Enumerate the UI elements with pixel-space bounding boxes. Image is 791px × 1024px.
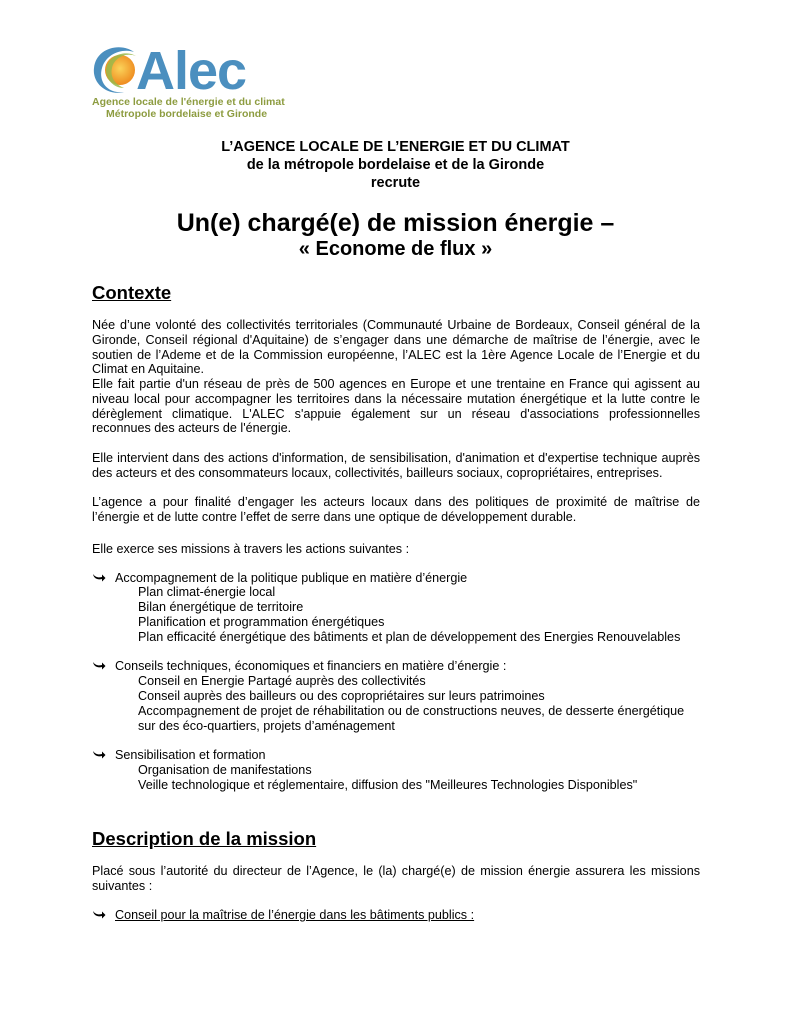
logo-wordmark: Alec [136, 41, 247, 101]
job-title: Un(e) chargé(e) de mission énergie – [176, 209, 615, 237]
list-item: Plan climat-énergie local [138, 585, 276, 599]
arrow-bullet-icon [92, 908, 106, 924]
section-heading-contexte: Contexte [92, 282, 172, 303]
job-subtitle: « Econome de flux » [298, 238, 493, 260]
list-item: Conseil auprès des bailleurs ou des copropriétaires sur leurs patrimoines [138, 689, 545, 703]
paragraph-3: Elle intervient dans des actions d'information, de sensibilisation, d'animation et d'expertise technique auprès des acteurs et des consommateurs locaux, collectivités, bailleurs sociaux, copropriétaires, entreprises. [92, 451, 700, 480]
header-line-3: recrute [370, 175, 421, 191]
logo-tagline-2: Métropole bordelaise et Gironde [106, 108, 268, 120]
veille-text-b: diffusion des "Meilleures Technologies Disponibles" [348, 778, 638, 792]
veille-comma: , [344, 778, 349, 792]
paragraph-4: L’agence a pour finalité d’engager les acteurs locaux dans des politiques de proximité de maîtrise de l’énergie et de lutte contre l’effet de serre dans une optique de développement durable. [92, 495, 700, 524]
paragraph-5: Elle exerce ses missions à travers les actions suivantes : [92, 542, 410, 556]
list-item: Accompagnement de projet de réhabilitation ou de constructions neuves, de desserte énergétique [138, 704, 685, 718]
paragraph-1: Née d’une volonté des collectivités territoriales (Communauté Urbaine de Bordeaux, Conseil général de la Gironde, Conseil régional d'Aquitaine) de s’engager dans une démarche de maîtrise de l’énergie, avec le soutien de l’Ademe et de la Commission européenne, l’ALEC est la 1ère Agence Locale de l’Energie et du Climat en Aquitaine. [92, 318, 700, 377]
list-item: Planification et programmation énergétiques [138, 615, 385, 629]
list-item: sur des éco-quartiers, projets d’aménagement [138, 719, 395, 733]
list-item: Organisation de manifestations [138, 763, 312, 777]
logo-tagline-1: Agence locale de l'énergie et du climat [92, 96, 285, 108]
veille-text-a: Veille technologique et réglementaire [138, 778, 345, 792]
mission-bullet-1-label: Conseil pour la maîtrise de l’énergie dans les bâtiments publics : [115, 908, 475, 922]
list-item: Conseil en Energie Partagé auprès des collectivités [138, 674, 426, 688]
bullet-2-label: Conseils techniques, économiques et financiers en matière d’énergie : [115, 659, 507, 673]
arrow-bullet-icon [92, 748, 106, 764]
list-item: Plan efficacité énergétique des bâtiments et plan de développement des Energies Renouvelables [138, 630, 681, 644]
list-item: Bilan énergétique de territoire [138, 600, 304, 614]
bullet-3-label: Sensibilisation et formation [115, 748, 266, 762]
mission-paragraph-1: Placé sous l’autorité du directeur de l’Agence, le (la) chargé(e) de mission énergie assurera les missions suivantes : [92, 864, 700, 893]
header-line-1: L’AGENCE LOCALE DE L’ENERGIE ET DU CLIMAT [221, 139, 570, 155]
header-line-2: de la métropole bordelaise et de la Gironde [246, 157, 545, 173]
arrow-bullet-icon [92, 571, 106, 587]
alec-logo [90, 41, 285, 124]
arrow-bullet-icon [92, 659, 106, 675]
bullet-1-label: Accompagnement de la politique publique en matière d’énergie [115, 571, 468, 585]
paragraph-2: Elle fait partie d'un réseau de près de 500 agences en Europe et une trentaine en France qui agissent au niveau local pour accompagner les territoires dans la nécessaire mutation énergétique et la lutte contre le dérèglement climatique. L'ALEC s'appuie également sur un réseau d'associations professionnelles reconnues des acteurs de l'énergie. [92, 377, 700, 436]
list-item-veille [138, 778, 637, 793]
section-heading-mission: Description de la mission [92, 828, 317, 849]
